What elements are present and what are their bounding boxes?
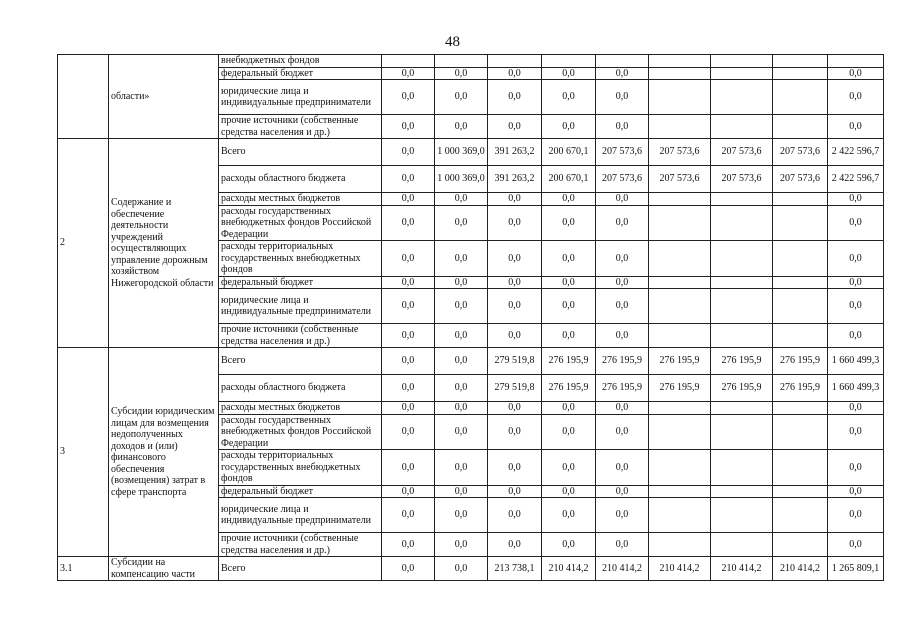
amount-cell [773,193,828,206]
amount-cell: 207 573,6 [649,166,711,193]
amount-cell: 0,0 [596,80,649,115]
amount-cell: 0,0 [828,485,884,498]
amount-cell: 0,0 [435,276,488,289]
amount-cell: 0,0 [828,80,884,115]
amount-cell: 0,0 [596,533,649,557]
amount-cell: 0,0 [488,450,542,486]
amount-cell [828,55,884,68]
amount-cell [773,289,828,324]
amount-cell [711,289,773,324]
amount-cell [649,205,711,241]
amount-cell: 200 670,1 [542,166,596,193]
amount-cell: 276 195,9 [773,348,828,375]
amount-cell [649,324,711,348]
amount-cell: 0,0 [596,414,649,450]
amount-cell: 0,0 [596,241,649,277]
amount-cell: 0,0 [382,414,435,450]
amount-cell: 0,0 [382,193,435,206]
amount-cell: 0,0 [488,402,542,415]
amount-cell: 0,0 [828,289,884,324]
amount-cell [711,402,773,415]
amount-cell: 276 195,9 [542,375,596,402]
amount-cell [711,276,773,289]
amount-cell: 0,0 [488,498,542,533]
amount-cell: 0,0 [382,498,435,533]
amount-cell: 0,0 [542,402,596,415]
amount-cell: 0,0 [382,557,435,581]
amount-cell: 0,0 [382,139,435,166]
amount-cell: 0,0 [488,324,542,348]
amount-cell: 0,0 [435,414,488,450]
amount-cell [773,498,828,533]
amount-cell: 207 573,6 [773,166,828,193]
amount-cell: 0,0 [435,348,488,375]
page-number: 48 [445,34,460,50]
amount-cell: 0,0 [596,402,649,415]
amount-cell [773,67,828,80]
amount-cell: 210 414,2 [542,557,596,581]
amount-cell: 0,0 [488,289,542,324]
amount-cell: 0,0 [828,193,884,206]
amount-cell: 210 414,2 [649,557,711,581]
amount-cell: 1 660 499,3 [828,375,884,402]
table-row [58,55,884,68]
amount-cell: 0,0 [596,485,649,498]
amount-cell: 0,0 [435,241,488,277]
amount-cell: 207 573,6 [773,139,828,166]
amount-cell: 0,0 [828,414,884,450]
amount-cell [773,115,828,139]
amount-cell [649,533,711,557]
amount-cell: 0,0 [382,348,435,375]
amount-cell: 2 422 596,7 [828,166,884,193]
amount-cell [596,55,649,68]
row-index-cell: 3 [58,348,109,557]
amount-cell [711,115,773,139]
amount-cell: 0,0 [828,498,884,533]
amount-cell: 0,0 [828,450,884,486]
amount-cell: 0,0 [382,485,435,498]
amount-cell: 0,0 [435,324,488,348]
amount-cell: 0,0 [596,498,649,533]
amount-cell: 0,0 [542,67,596,80]
amount-cell: 0,0 [542,533,596,557]
amount-cell: 279 519,8 [488,348,542,375]
amount-cell: 0,0 [382,67,435,80]
row-index-cell: 2 [58,139,109,348]
amount-cell: 0,0 [542,485,596,498]
funding-source-cell: прочие источники (собственные средства населения и др.) [219,324,382,348]
amount-cell: 0,0 [382,276,435,289]
amount-cell [773,276,828,289]
amount-cell: 0,0 [435,533,488,557]
amount-cell: 0,0 [542,241,596,277]
amount-cell: 0,0 [488,67,542,80]
amount-cell: 0,0 [596,450,649,486]
amount-cell [649,485,711,498]
amount-cell [711,193,773,206]
amount-cell: 0,0 [435,289,488,324]
amount-cell [773,324,828,348]
amount-cell: 0,0 [435,115,488,139]
row-index-cell [58,55,109,139]
amount-cell: 0,0 [435,450,488,486]
amount-cell: 213 738,1 [488,557,542,581]
amount-cell [773,205,828,241]
amount-cell: 0,0 [542,115,596,139]
amount-cell: 0,0 [435,557,488,581]
funding-source-cell: юридические лица и индивидуальные предприниматели [219,498,382,533]
amount-cell [382,55,435,68]
amount-cell: 0,0 [382,402,435,415]
amount-cell: 391 263,2 [488,139,542,166]
amount-cell: 0,0 [542,276,596,289]
program-name-cell: Субсидии юридическим лицам для возмещения недополученных доходов и (или) финансового обеспечения (возмещения) затрат в сфере транспорта [109,348,219,557]
amount-cell [711,414,773,450]
amount-cell: 1 000 369,0 [435,166,488,193]
amount-cell: 276 195,9 [649,348,711,375]
amount-cell [649,67,711,80]
amount-cell: 0,0 [435,67,488,80]
amount-cell: 276 195,9 [711,348,773,375]
amount-cell [711,241,773,277]
amount-cell: 207 573,6 [711,139,773,166]
funding-source-cell: Всего [219,557,382,581]
funding-source-cell: прочие источники (собственные средства населения и др.) [219,115,382,139]
amount-cell [649,450,711,486]
funding-source-cell: расходы территориальных государственных внебюджетных фондов [219,241,382,277]
amount-cell: 1 000 369,0 [435,139,488,166]
amount-cell [711,450,773,486]
amount-cell [649,276,711,289]
amount-cell: 0,0 [435,193,488,206]
funding-source-cell: федеральный бюджет [219,67,382,80]
amount-cell: 0,0 [828,402,884,415]
amount-cell: 0,0 [382,450,435,486]
amount-cell: 0,0 [435,80,488,115]
budget-table-body [58,55,884,581]
amount-cell: 391 263,2 [488,166,542,193]
amount-cell: 0,0 [596,193,649,206]
funding-source-cell: Всего [219,348,382,375]
amount-cell [435,55,488,68]
amount-cell [773,402,828,415]
program-name-cell: Субсидии на компенсацию части [109,557,219,581]
amount-cell: 207 573,6 [711,166,773,193]
amount-cell: 0,0 [542,450,596,486]
amount-cell: 0,0 [596,276,649,289]
amount-cell: 207 573,6 [596,166,649,193]
amount-cell: 0,0 [382,533,435,557]
program-name-cell: Содержание и обеспечение деятельности учреждений осуществляющих управление дорожным хозяйством Нижегородской области [109,139,219,348]
amount-cell: 279 519,8 [488,375,542,402]
amount-cell [773,533,828,557]
amount-cell [649,55,711,68]
amount-cell: 0,0 [828,67,884,80]
amount-cell: 0,0 [488,80,542,115]
amount-cell: 276 195,9 [542,348,596,375]
amount-cell: 0,0 [596,67,649,80]
amount-cell: 0,0 [488,533,542,557]
funding-source-cell: расходы областного бюджета [219,166,382,193]
amount-cell: 0,0 [488,241,542,277]
funding-source-cell: федеральный бюджет [219,276,382,289]
funding-source-cell: расходы территориальных государственных внебюджетных фондов [219,450,382,486]
amount-cell [649,289,711,324]
amount-cell: 276 195,9 [596,375,649,402]
amount-cell: 0,0 [435,205,488,241]
amount-cell [773,241,828,277]
amount-cell: 0,0 [488,193,542,206]
program-name-cell: области» [109,55,219,139]
amount-cell: 0,0 [828,205,884,241]
funding-source-cell: Всего [219,139,382,166]
funding-source-cell: расходы местных бюджетов [219,193,382,206]
amount-cell: 0,0 [828,115,884,139]
amount-cell: 0,0 [382,324,435,348]
amount-cell [649,241,711,277]
amount-cell: 0,0 [435,375,488,402]
amount-cell [773,450,828,486]
amount-cell: 0,0 [596,115,649,139]
amount-cell [773,55,828,68]
amount-cell: 1 660 499,3 [828,348,884,375]
amount-cell: 2 422 596,7 [828,139,884,166]
amount-cell: 0,0 [435,402,488,415]
amount-cell: 0,0 [828,324,884,348]
amount-cell: 0,0 [542,324,596,348]
amount-cell [711,498,773,533]
amount-cell [773,485,828,498]
amount-cell: 0,0 [542,205,596,241]
amount-cell: 210 414,2 [773,557,828,581]
budget-table [57,54,884,581]
amount-cell: 0,0 [828,533,884,557]
table-row [58,348,884,375]
amount-cell: 0,0 [828,241,884,277]
table-row [58,557,884,581]
funding-source-cell: расходы местных бюджетов [219,402,382,415]
amount-cell: 0,0 [382,115,435,139]
amount-cell: 207 573,6 [596,139,649,166]
amount-cell [711,55,773,68]
funding-source-cell: юридические лица и индивидуальные предприниматели [219,289,382,324]
amount-cell: 0,0 [382,166,435,193]
amount-cell: 0,0 [596,289,649,324]
amount-cell: 1 265 809,1 [828,557,884,581]
amount-cell: 210 414,2 [596,557,649,581]
amount-cell: 276 195,9 [649,375,711,402]
amount-cell: 0,0 [488,485,542,498]
amount-cell [711,485,773,498]
amount-cell: 0,0 [382,241,435,277]
amount-cell [711,324,773,348]
amount-cell [711,533,773,557]
amount-cell: 0,0 [435,485,488,498]
amount-cell [711,67,773,80]
amount-cell [649,402,711,415]
amount-cell: 0,0 [382,205,435,241]
amount-cell: 0,0 [828,276,884,289]
amount-cell: 0,0 [542,193,596,206]
amount-cell: 0,0 [542,414,596,450]
amount-cell [773,80,828,115]
amount-cell [649,414,711,450]
amount-cell: 0,0 [596,205,649,241]
amount-cell: 0,0 [488,276,542,289]
amount-cell [542,55,596,68]
amount-cell: 0,0 [542,498,596,533]
funding-source-cell: юридические лица и индивидуальные предприниматели [219,80,382,115]
amount-cell: 210 414,2 [711,557,773,581]
funding-source-cell: расходы государственных внебюджетных фондов Российской Федерации [219,205,382,241]
amount-cell: 0,0 [382,375,435,402]
amount-cell: 207 573,6 [649,139,711,166]
amount-cell: 0,0 [488,115,542,139]
amount-cell: 0,0 [435,498,488,533]
amount-cell: 0,0 [596,324,649,348]
amount-cell: 0,0 [488,414,542,450]
amount-cell: 276 195,9 [596,348,649,375]
table-row [58,139,884,166]
amount-cell: 0,0 [542,80,596,115]
amount-cell: 276 195,9 [773,375,828,402]
amount-cell [649,193,711,206]
amount-cell [649,498,711,533]
amount-cell [773,414,828,450]
amount-cell: 0,0 [542,289,596,324]
amount-cell: 276 195,9 [711,375,773,402]
funding-source-cell: внебюджетных фондов [219,55,382,68]
amount-cell: 0,0 [382,289,435,324]
row-index-cell: 3.1 [58,557,109,581]
amount-cell: 200 670,1 [542,139,596,166]
funding-source-cell: прочие источники (собственные средства населения и др.) [219,533,382,557]
amount-cell [649,115,711,139]
funding-source-cell: федеральный бюджет [219,485,382,498]
amount-cell [488,55,542,68]
amount-cell: 0,0 [488,205,542,241]
amount-cell: 0,0 [382,80,435,115]
funding-source-cell: расходы государственных внебюджетных фондов Российской Федерации [219,414,382,450]
amount-cell [711,80,773,115]
amount-cell [649,80,711,115]
amount-cell [711,205,773,241]
funding-source-cell: расходы областного бюджета [219,375,382,402]
